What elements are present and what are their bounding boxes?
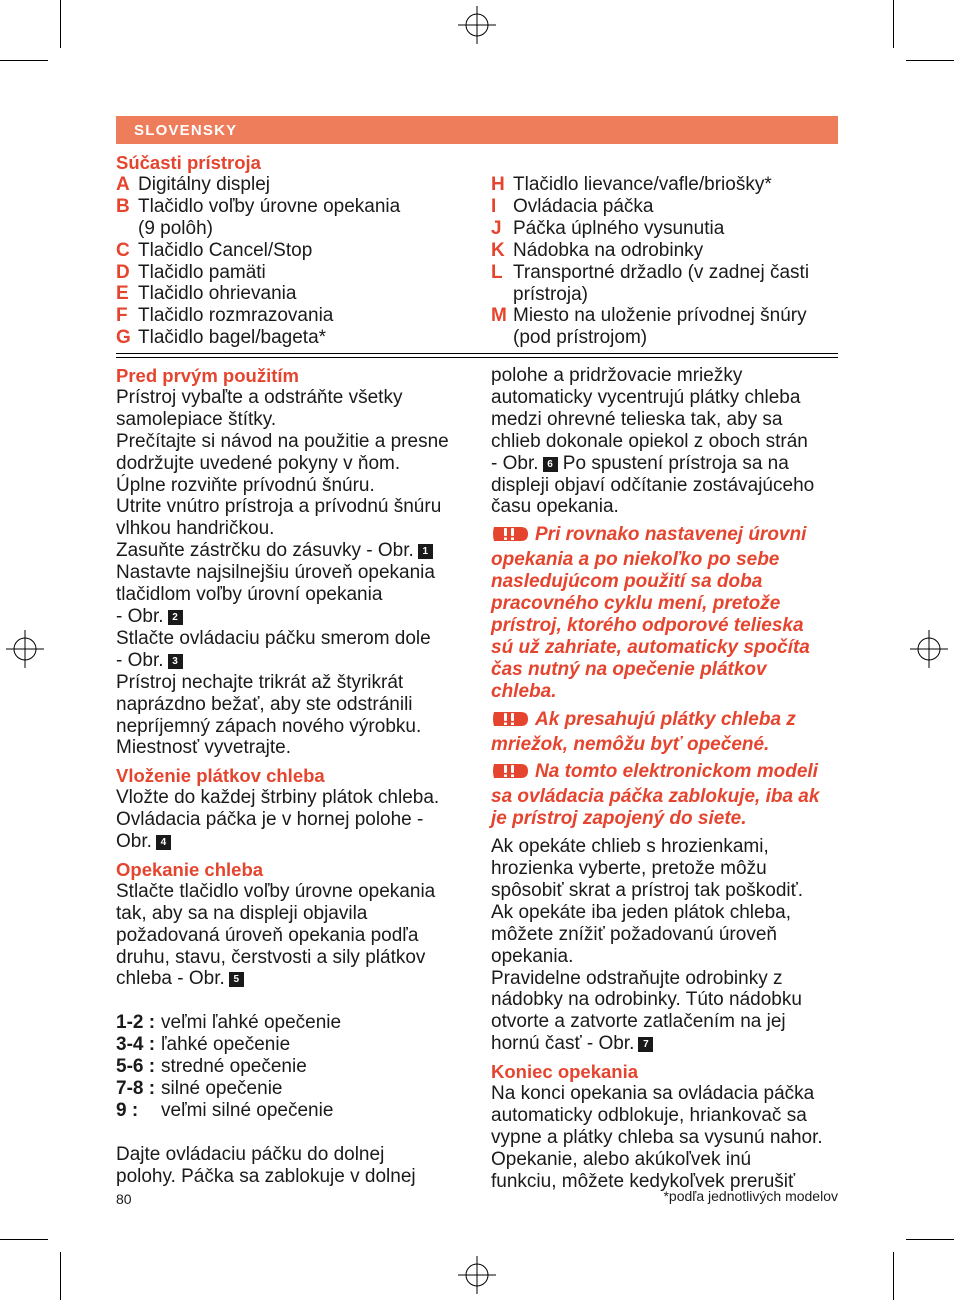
part-letter: I — [491, 195, 497, 217]
text-line: vlhkou handričkou. — [116, 518, 275, 540]
text-line: Miestnosť vyvetrajte. — [116, 737, 292, 759]
part-item — [116, 327, 476, 349]
warning-line: sa ovládacia páčka zablokuje, iba ak — [491, 786, 820, 808]
insert-slices-text — [116, 787, 476, 831]
part-label: Páčka úplného vysunutia — [513, 217, 725, 239]
text-line: Opekanie, alebo akúkoľvek inú — [491, 1148, 752, 1170]
text-line: Úplne rozviňte prívodnú šnúru. — [116, 474, 375, 496]
part-label: Nádobka na odrobinky — [513, 239, 704, 261]
text-line: Nastavte najsilnejšiu úroveň opekania — [116, 562, 435, 584]
part-item — [491, 196, 841, 218]
toasting-level-label: 9 : — [116, 1099, 139, 1121]
toasting-level-row — [116, 1100, 476, 1122]
part-item — [116, 196, 476, 240]
toasting-level-scale — [116, 1012, 476, 1122]
divider — [116, 357, 838, 358]
toasting-level-label: 5-6 : — [116, 1056, 156, 1078]
text-line: vypne a plátky chleba sa vysunú nahor. — [491, 1126, 823, 1148]
figure-ref: 6 — [543, 457, 558, 472]
toasting-level-row — [116, 1012, 476, 1034]
figure6-line: - Obr. 6 Po spustení prístroja sa na — [491, 452, 789, 474]
warning-note — [491, 761, 841, 830]
crop-mark — [0, 1239, 48, 1240]
part-label: Tlačidlo rozmrazovania — [138, 305, 334, 327]
text-line: Prístroj nechajte trikrát až štyrikrát — [116, 671, 404, 693]
figure-ref: 3 — [168, 654, 183, 669]
text-line: medzi ohrevné telieska tak, aby sa — [491, 408, 783, 430]
warning-line: Pri rovnako nastavenej úrovni — [491, 524, 841, 549]
part-item — [491, 218, 841, 240]
part-letter: J — [491, 217, 502, 239]
part-letter: H — [491, 174, 505, 195]
warning-line: čas nutný na opečenie plátkov — [491, 658, 767, 680]
figure-ref: 5 — [229, 972, 244, 987]
crop-mark — [60, 1252, 61, 1300]
warning-line: prístroj, ktorého odporové telieska — [491, 614, 804, 636]
crop-mark — [893, 0, 894, 48]
part-letter: B — [116, 195, 130, 217]
crop-mark — [906, 1239, 954, 1240]
warning-icon — [491, 762, 529, 786]
text-line: Vložte do každej štrbiny plátok chleba. — [116, 787, 440, 809]
part-letter: C — [116, 239, 130, 261]
text-line: tak, aby sa na displeji objavila — [116, 902, 368, 924]
left-column — [116, 365, 476, 1188]
text-line: automaticky vycentrujú plátky chleba — [491, 386, 801, 408]
parts-list-right — [491, 174, 841, 349]
text-line: displeji objaví odčítanie zostávajúceho — [491, 474, 815, 496]
warning-icon — [491, 525, 529, 549]
warning-line: mriežok, nemôžu byť opečené. — [491, 733, 770, 755]
crop-mark — [60, 0, 61, 48]
toasting-level-text: stredné opečenie — [161, 1056, 307, 1078]
crop-mark — [0, 60, 48, 61]
figure7-line: hornú časť - Obr. 7 — [491, 1033, 841, 1055]
insert-slices-heading: Vloženie plátkov chleba — [116, 765, 325, 787]
toasting-level-text: ľahké opečenie — [161, 1034, 291, 1056]
level-instruction — [116, 562, 476, 606]
part-label: Transportné držadlo (v zadnej časti prístroja) — [513, 261, 810, 305]
warning-line: nasledujúcom použití sa doba — [491, 571, 763, 593]
part-item — [116, 174, 476, 196]
part-item — [116, 240, 476, 262]
text-line: polohy. Páčka sa zablokuje v dolnej — [116, 1165, 416, 1187]
part-letter: E — [116, 283, 129, 305]
text-line: požadovaná úroveň opekania podľa — [116, 924, 419, 946]
part-label: Tlačidlo voľby úrovne opekania (9 polôh) — [138, 195, 401, 239]
right-column — [491, 365, 841, 1193]
warning-icon — [491, 710, 529, 734]
part-letter: K — [491, 239, 505, 261]
part-letter: M — [491, 305, 507, 327]
figure-ref: 7 — [638, 1037, 653, 1052]
language-banner: SLOVENSKY — [116, 116, 838, 144]
warning-note — [491, 709, 841, 756]
registration-mark-icon — [458, 1256, 496, 1294]
part-item — [491, 262, 841, 306]
warning-line: je prístroj zapojený do siete. — [491, 808, 747, 830]
warning-line: pracovného cyklu mení, pretože — [491, 593, 781, 615]
part-letter: D — [116, 261, 130, 283]
text-line: Pravidelne odstraňujte odrobinky z — [491, 967, 783, 989]
toasting-heading: Opekanie chleba — [116, 858, 264, 880]
text-line: dodržujte uvedené pokyny v ňom. — [116, 452, 401, 474]
registration-mark-icon — [6, 630, 44, 668]
parts-heading: Súčasti prístroja — [116, 152, 261, 173]
text-line: Ovládacia páčka je v hornej polohe - — [116, 809, 424, 831]
part-label: Digitálny displej — [138, 173, 271, 195]
text-line: nepríjemný zápach nového výrobku. — [116, 715, 422, 737]
text-line: môžete znížiť požadovanú úroveň — [491, 923, 777, 945]
part-letter: A — [116, 173, 130, 195]
part-item — [491, 305, 841, 349]
toasting-level-label: 1-2 : — [116, 1012, 156, 1034]
toasting-text — [116, 881, 476, 969]
crop-mark — [906, 60, 954, 61]
toasting-end-text — [116, 1144, 476, 1188]
part-label: Miesto na uloženie prívodnej šnúry (pod prístrojom) — [513, 305, 807, 349]
lever-figure-line: - Obr. 3 — [116, 650, 476, 672]
part-letter: F — [116, 305, 128, 327]
text-line: Stlačte tlačidlo voľby úrovne opekania — [116, 880, 436, 902]
registration-mark-icon — [910, 630, 948, 668]
text-line: funkciu, môžete kedykoľvek prerušiť — [491, 1170, 796, 1192]
part-item — [116, 283, 476, 305]
text-line: automaticky odblokuje, hriankovač sa — [491, 1105, 807, 1126]
level-figure-line: - Obr. 2 — [116, 606, 476, 628]
text-line: Prečítajte si návod na použitie a presne — [116, 430, 449, 452]
crop-mark — [893, 1252, 894, 1300]
text-line: hrozienka vyberte, pretože môžu — [491, 858, 767, 880]
text-line: otvorte a zatvorte zatlačením na jej — [491, 1011, 786, 1033]
toasting-level-text: veľmi silné opečenie — [161, 1099, 334, 1121]
raisin-text — [491, 836, 841, 1033]
part-label: Tlačidlo bagel/bageta* — [138, 327, 327, 349]
warning-line: Na tomto elektronickom modeli — [491, 761, 841, 786]
parts-left — [116, 152, 476, 349]
footnote: *podľa jednotlivých modelov — [663, 1188, 838, 1204]
text-line: naprázdno bežať, aby ste odstránili — [116, 693, 413, 715]
toasting-level-label: 3-4 : — [116, 1034, 156, 1056]
countdown-text — [491, 475, 841, 519]
continuation-text — [491, 365, 841, 453]
part-label: Tlačidlo lievance/vafle/briošky* — [513, 174, 772, 195]
toasting-level-label: 7-8 : — [116, 1077, 156, 1099]
text-line: druhu, stavu, čerstvosti a sily plátkov — [116, 946, 426, 968]
warning-line: Ak presahujú plátky chleba z — [491, 709, 841, 734]
toasting-figure-line: chleba - Obr. 5 — [116, 968, 476, 990]
text-line: Dajte ovládaciu páčku do dolnej — [116, 1143, 385, 1165]
parts-list-left — [116, 174, 476, 349]
part-item — [116, 262, 476, 284]
warning-line: chleba. — [491, 680, 557, 702]
text-line: Na konci opekania sa ovládacia páčka — [491, 1083, 815, 1105]
end-toasting-text — [491, 1083, 841, 1193]
part-label: Ovládacia páčka — [513, 195, 654, 217]
lever-instruction: Stlačte ovládaciu páčku smerom dole — [116, 627, 431, 649]
text-line: nádobky na odrobinky. Túto nádobku — [491, 989, 802, 1011]
part-letter: L — [491, 261, 503, 283]
toasting-level-text: veľmi ľahké opečenie — [161, 1012, 342, 1034]
warning-line: sú už zahriate, automaticky spočíta — [491, 636, 810, 658]
toasting-level-text: silné opečenie — [161, 1077, 283, 1099]
warning-note — [491, 524, 841, 702]
parts-right — [491, 174, 841, 349]
part-item — [491, 240, 841, 262]
plug-instruction: Zasuňte zástrčku do zásuvky - Obr. 1 — [116, 540, 476, 562]
text-line: opekania. — [491, 945, 574, 967]
text-line: Utrite vnútro prístroja a prívodnú šnúru — [116, 496, 442, 518]
before-first-use-text — [116, 387, 476, 540]
insert-figure-line: Obr. 4 — [116, 831, 476, 853]
toasting-level-row — [116, 1056, 476, 1078]
toasting-level-row — [116, 1034, 476, 1056]
text-line: samolepiace štítky. — [116, 408, 277, 430]
text-line: Ak opekáte iba jeden plátok chleba, — [491, 901, 791, 923]
registration-mark-icon — [458, 6, 496, 44]
text-line: tlačidlom voľby úrovní opekania — [116, 584, 383, 606]
text-line: Ak opekáte chlieb s hrozienkami, — [491, 836, 769, 858]
text-line: chlieb dokonale opiekol z oboch strán — [491, 430, 808, 452]
run-empty-text — [116, 672, 476, 760]
figure-ref: 4 — [156, 835, 171, 850]
text-line: polohe a pridržovacie mriežky — [491, 365, 743, 386]
part-letter: G — [116, 327, 131, 349]
part-label: Tlačidlo Cancel/Stop — [138, 239, 313, 261]
text-line: spôsobiť skrat a prístroj tak poškodiť. — [491, 879, 804, 901]
text-line: času opekania. — [491, 496, 619, 518]
part-item — [491, 174, 841, 196]
part-label: Tlačidlo ohrievania — [138, 283, 297, 305]
toasting-level-row — [116, 1078, 476, 1100]
part-item — [116, 305, 476, 327]
text-line: Prístroj vybaľte a odstráňte všetky — [116, 386, 403, 408]
warning-line: opekania a po niekoľko po sebe — [491, 549, 780, 571]
figure-ref: 2 — [168, 610, 183, 625]
divider — [116, 353, 838, 354]
page-number: 80 — [116, 1191, 132, 1207]
end-toasting-heading: Koniec opekania — [491, 1061, 639, 1083]
before-first-use-heading: Pred prvým použitím — [116, 365, 299, 386]
part-label: Tlačidlo pamäti — [138, 261, 266, 283]
figure-ref: 1 — [418, 544, 433, 559]
